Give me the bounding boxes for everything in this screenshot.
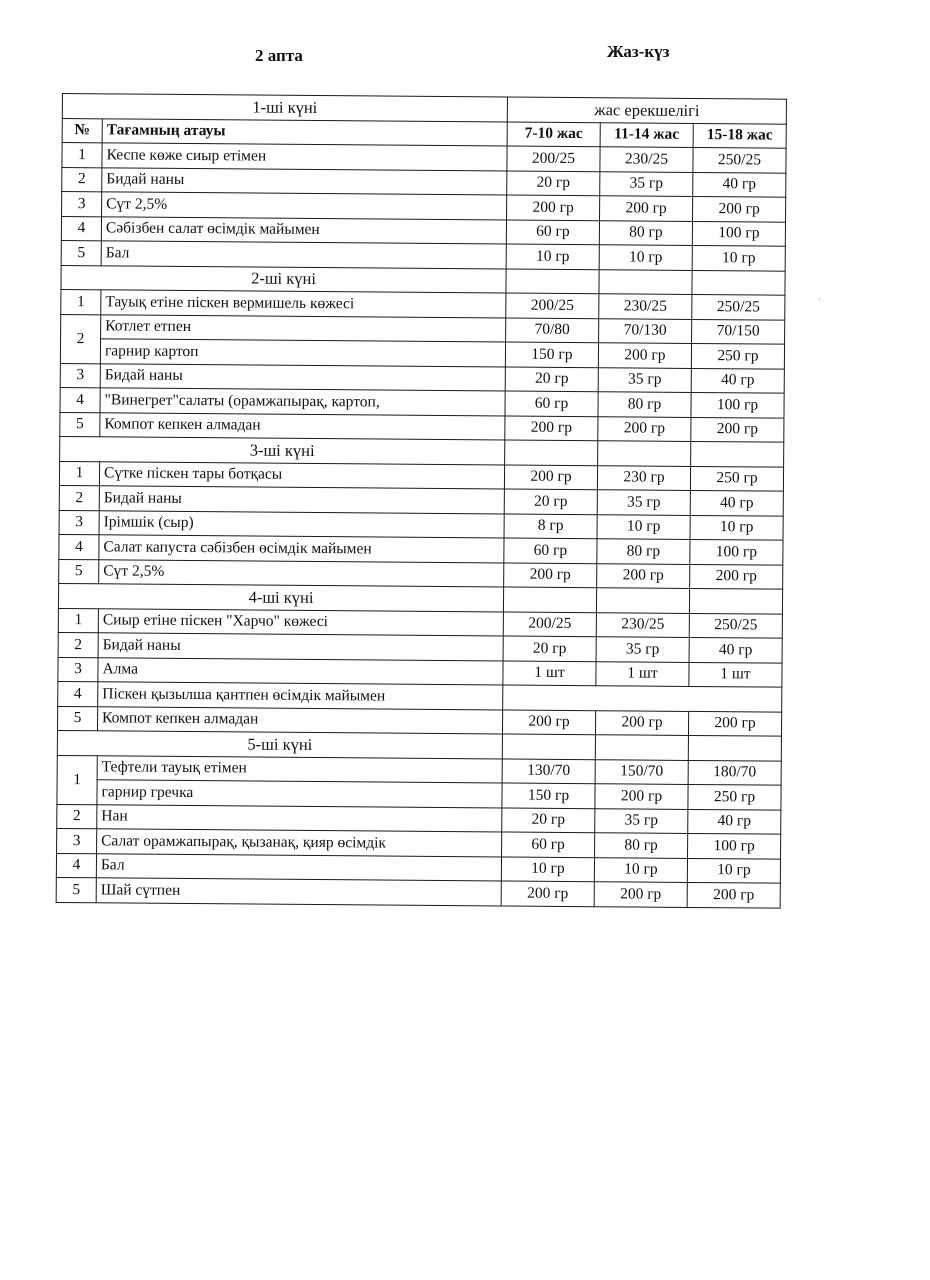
scan-speck: · [818,295,821,304]
portion-value: 60 гр [506,219,599,244]
age-col-header: 15-18 жас [693,123,786,148]
portion-value: 20 гр [507,170,600,195]
dish-name: Салат орамжапырақ, қызанақ, қияр өсімдік [97,829,502,857]
age-group-header: жас ерекшелігі [507,97,786,124]
dish-name: Котлет етпен [101,314,506,342]
portion-value: 40 гр [688,809,781,834]
portion-value: 80 гр [595,833,688,858]
portion-value: 250 гр [690,466,783,491]
row-number: 5 [56,877,96,902]
portion-value: 35 гр [596,637,689,662]
portion-value: 150 гр [502,783,595,808]
empty-cell [599,269,692,294]
row-number: 5 [57,706,97,731]
dish-name: Сүтке піскен тары ботқасы [99,461,504,489]
portion-value: 1 шт [596,661,689,686]
portion-value: 80 гр [597,539,690,564]
dish-name: "Винегрет"салаты (орамжапырақ, картоп, [100,388,505,416]
empty-cell [505,440,598,465]
portion-value: 10 гр [597,514,690,539]
portion-value: 230/25 [600,147,693,172]
portion-value: 100 гр [691,392,784,417]
week-label: 2 апта [255,46,303,65]
age-col-header: 7-10 жас [507,121,600,146]
row-number: 1 [57,755,97,804]
portion-value: 35 гр [595,808,688,833]
row-number: 2 [60,314,100,363]
empty-cell [692,270,785,295]
portion-value: 200 гр [693,196,786,221]
row-number: 1 [58,608,98,633]
row-number: 2 [62,167,102,192]
row-number: 2 [58,632,98,657]
portion-value: 70/130 [599,318,692,343]
row-number: 4 [61,216,101,241]
dish-name: Сиыр етіне піскен "Харчо" көжесі [98,608,503,636]
portion-value: 200/25 [503,611,596,636]
row-number: 4 [59,534,99,559]
dish-name: Кеспе көже сиыр етімен [102,143,507,171]
day-title: 2-ші күні [61,265,506,293]
portion-value: 200 гр [595,784,688,809]
row-number: 3 [62,192,102,217]
day-title: 1-ші күні [62,94,507,122]
portion-value: 20 гр [504,489,597,514]
row-number: 3 [57,828,97,853]
portion-value: 250/25 [689,613,782,638]
portion-value: 100 гр [692,221,785,246]
portion-value: 60 гр [505,391,598,416]
row-number: 1 [59,461,99,486]
dish-name: Бидай наны [99,486,504,514]
dish-name: гарнир картоп [100,339,505,367]
portion-value: 1 шт [503,660,596,685]
dish-name: Сүт 2,5% [102,192,507,220]
empty-cell [596,588,689,613]
dish-name: Бал [101,241,506,269]
dish-name: гарнир гречка [97,780,502,808]
row-number: 3 [60,363,100,388]
portion-value: 180/70 [688,760,781,785]
portion-value: 200/25 [506,293,599,318]
row-number: 3 [59,510,99,535]
portion-value: 10 гр [501,856,594,881]
portion-value: 200 гр [504,464,597,489]
portion-value: 10 гр [506,244,599,269]
empty-cell [503,685,782,712]
portion-value: 200 гр [600,196,693,221]
empty-cell [595,735,688,760]
portion-value: 1 шт [689,662,782,687]
portion-value: 60 гр [502,832,595,857]
row-number: 5 [60,412,100,437]
portion-value: 10 гр [690,515,783,540]
row-number: 3 [58,657,98,682]
portion-value: 250/25 [692,294,785,319]
portion-value: 250/25 [693,147,786,172]
portion-value: 250 гр [688,784,781,809]
empty-cell [503,587,596,612]
dish-name: Тефтели тауық етімен [97,755,502,783]
table-row [56,877,780,907]
portion-value: 10 гр [594,857,687,882]
portion-value: 35 гр [598,367,691,392]
empty-cell [502,734,595,759]
portion-value: 20 гр [502,807,595,832]
dish-name: Компот кепкен алмадан [97,706,502,734]
day-title: 3-ші күні [60,436,505,464]
col-no-header: № [62,118,102,143]
empty-cell [688,735,781,760]
row-number: 1 [62,143,102,168]
portion-value: 70/80 [506,317,599,342]
empty-cell [506,268,599,293]
row-number: 2 [57,804,97,829]
row-number: 1 [61,289,101,314]
portion-value: 200 гр [691,417,784,442]
portion-value: 20 гр [505,366,598,391]
portion-value: 200 гр [501,881,594,906]
portion-value: 10 гр [692,245,785,270]
dish-name: Сәбізбен салат өсімдік майымен [101,216,506,244]
portion-value: 250 гр [691,343,784,368]
portion-value: 150/70 [595,759,688,784]
row-number: 4 [56,853,96,878]
empty-cell [598,441,691,466]
dish-name: Алма [98,657,503,685]
portion-value: 40 гр [693,172,786,197]
dish-name: Шай сүтпен [96,878,501,906]
portion-value: 35 гр [597,490,690,515]
empty-cell [689,588,782,613]
row-number: 5 [59,559,99,584]
portion-value: 35 гр [600,171,693,196]
col-name-header: Тағамның атауы [102,118,507,146]
portion-value: 200 гр [505,415,598,440]
dish-name: Бидай наны [98,633,503,661]
portion-value: 200 гр [598,416,691,441]
portion-value: 200 гр [594,882,687,907]
portion-value: 40 гр [689,637,782,662]
portion-value: 80 гр [599,220,692,245]
portion-value: 80 гр [598,392,691,417]
portion-value: 20 гр [503,636,596,661]
portion-value: 200 гр [598,343,691,368]
dish-name: Ірімшік (сыр) [99,510,504,538]
portion-value: 8 гр [504,513,597,538]
row-number: 2 [59,485,99,510]
portion-value: 10 гр [687,858,780,883]
portion-value: 40 гр [691,368,784,393]
portion-value: 200 гр [504,562,597,587]
portion-value: 200 гр [595,710,688,735]
age-col-header: 11-14 жас [600,122,693,147]
dish-name: Тауық етіне піскен вермишель көжесі [101,290,506,318]
portion-value: 60 гр [504,538,597,563]
dish-name: Сүт 2,5% [99,559,504,587]
portion-value: 200 гр [690,564,783,589]
portion-value: 230 гр [597,465,690,490]
portion-value: 100 гр [690,539,783,564]
dish-name: Бидай наны [102,167,507,195]
dish-name: Нан [97,804,502,832]
portion-value: 230/25 [599,294,692,319]
dish-name: Бал [96,853,501,881]
day-title: 5-ші күні [57,730,502,758]
row-number: 5 [61,240,101,265]
portion-value: 100 гр [688,833,781,858]
menu-table [56,93,787,908]
dish-name: Компот кепкен алмадан [100,412,505,440]
portion-value: 200/25 [507,146,600,171]
row-number: 4 [60,387,100,412]
portion-value: 70/150 [692,319,785,344]
portion-value: 150 гр [505,342,598,367]
dish-name: Бидай наны [100,363,505,391]
empty-cell [691,441,784,466]
portion-value: 200 гр [507,195,600,220]
portion-value: 230/25 [596,612,689,637]
dish-name: Піскен қызылша қантпен өсімдік майымен [98,682,503,710]
portion-value: 130/70 [502,758,595,783]
portion-value: 10 гр [599,245,692,270]
dish-name: Салат капуста сәбізбен өсімдік майымен [99,535,504,563]
portion-value: 200 гр [688,711,781,736]
row-number: 4 [58,681,98,706]
day-title: 4-ші күні [58,583,503,611]
portion-value: 40 гр [690,490,783,515]
portion-value: 200 гр [687,882,780,907]
portion-value: 200 гр [597,563,690,588]
portion-value: 200 гр [502,709,595,734]
season-label: Жаз-күз [607,42,670,61]
